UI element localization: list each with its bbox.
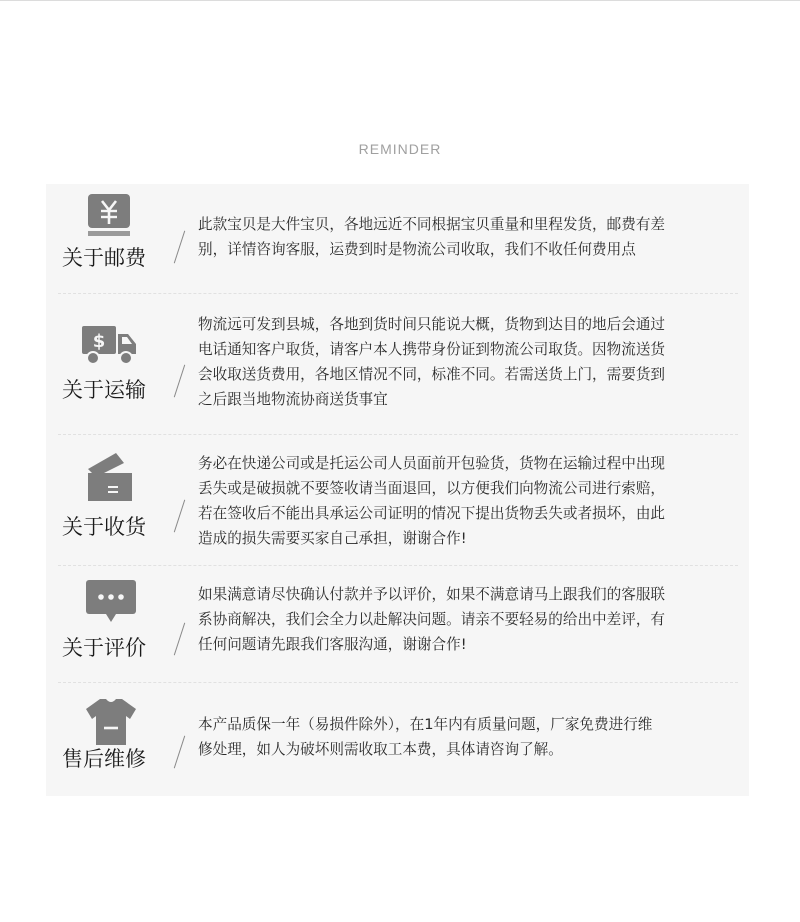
chat-bubble-icon: [86, 580, 136, 628]
svg-text:$: $: [92, 331, 106, 352]
section-text: [198, 582, 733, 657]
section-after-sales: [46, 683, 749, 796]
text-line: 此款宝贝是大件宝贝，各地远近不同根据宝贝重量和里程发货，邮费有差: [198, 216, 666, 233]
reminder-panel: [46, 184, 749, 796]
text-line: 丢失或是破损就不要签收请当面退回，以方便我们向物流公司进行索赔，: [198, 480, 666, 497]
section-text: [198, 212, 733, 262]
section-text: [198, 312, 733, 412]
slash-divider: [174, 500, 185, 533]
section-label: 关于收货: [62, 515, 146, 539]
text-line: 之后跟当地物流协商送货事宜: [198, 391, 388, 408]
text-line: 如果满意请尽快确认付款并予以评价，如果不满意请马上跟我们的客服联: [198, 586, 666, 603]
text-line: 别，详情咨询客服，运费到时是物流公司收取，我们不收任何费用点: [198, 241, 636, 258]
shirt-icon: [86, 699, 136, 745]
text-line: 本产品质保一年（易损件除外），在1年内有质量问题，厂家免费进行维: [198, 716, 653, 733]
section-label: 关于邮费: [62, 246, 146, 270]
section-text: [198, 451, 733, 551]
section-review: [46, 566, 749, 682]
text-line: 造成的损失需要买家自己承担，谢谢合作!: [198, 530, 467, 547]
yen-icon: [88, 194, 130, 238]
slash-divider: [174, 365, 185, 398]
text-line: 修处理，如人为破坏则需收取工本费，具体请咨询了解。: [198, 741, 563, 758]
top-divider: [0, 0, 800, 1]
text-line: 若在签收后不能出具承运公司证明的情况下提出货物丢失或者损坏，由此: [198, 505, 666, 522]
slash-divider: [174, 736, 185, 769]
text-line: 任何问题请先跟我们客服沟通，谢谢合作!: [198, 636, 467, 653]
section-shipping: [46, 294, 749, 434]
package-box-icon: [86, 451, 134, 503]
text-line: 会收取送货费用，各地区情况不同，标准不同。若需送货上门，需要货到: [198, 366, 666, 383]
slash-divider: [174, 231, 185, 264]
reminder-heading: REMINDER: [358, 141, 442, 157]
text-line: 务必在快递公司或是托运公司人员面前开包验货，货物在运输过程中出现: [198, 455, 666, 472]
section-receipt: [46, 435, 749, 565]
text-line: 系协商解决，我们会全力以赴解决问题。请亲不要轻易的给出中差评，有: [198, 611, 666, 628]
slash-divider: [174, 623, 185, 656]
section-label: 关于评价: [62, 636, 146, 660]
section-text: [198, 712, 733, 762]
text-line: 电话通知客户取货，请客户本人携带身份证到物流公司取货。因物流送货: [198, 341, 666, 358]
text-line: 物流远可发到县城，各地到货时间只能说大概，货物到达目的地后会通过: [198, 316, 666, 333]
section-label: 关于运输: [62, 378, 146, 402]
delivery-truck-icon: [82, 326, 138, 366]
section-label: 售后维修: [62, 747, 146, 771]
section-postage: [46, 184, 749, 292]
